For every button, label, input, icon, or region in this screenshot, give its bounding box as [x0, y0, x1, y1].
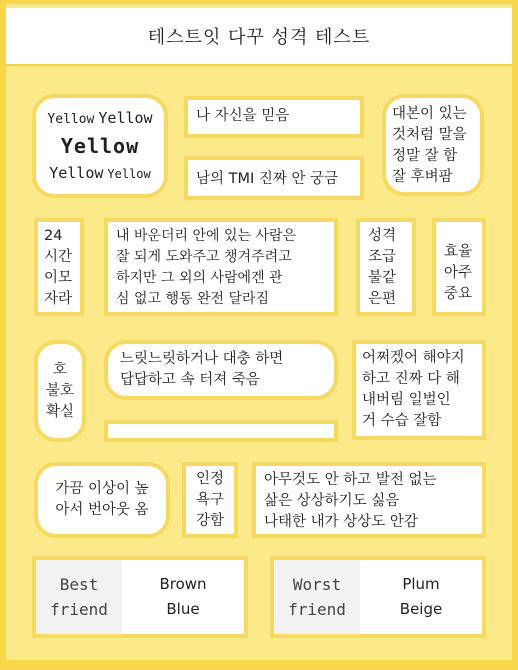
frame-right	[512, 0, 518, 670]
card-line: 대본이 있는	[392, 106, 467, 122]
card-line: 효율	[444, 244, 473, 260]
friend-color: Plum	[402, 575, 440, 593]
card-line: 조급	[368, 249, 397, 265]
card-line: 아주	[444, 265, 473, 281]
card-line: 어쩌겠어 해야지	[362, 350, 465, 366]
card-line: 호	[52, 361, 67, 378]
card-line: 불같	[368, 270, 397, 286]
card-text: 남의 TMI 진짜 안 궁금	[196, 171, 339, 187]
yellow-row-top	[47, 108, 152, 130]
page-title	[6, 8, 512, 66]
card-line: 내버림 일벌인	[362, 392, 451, 408]
card-line: 은편	[368, 291, 397, 307]
card-line: 성격	[368, 228, 397, 244]
friend-color: Beige	[399, 600, 443, 618]
card-text: 나 자신을 믿음	[196, 108, 290, 124]
card-line: 시간	[44, 249, 73, 265]
frame-top	[0, 0, 518, 4]
best-friend-label	[36, 560, 122, 634]
label-line: friend	[288, 600, 346, 619]
card-line: 확실	[45, 403, 74, 420]
card-line: 인정	[195, 470, 224, 487]
card-line: 삶은 상상하기도 싫음	[264, 493, 400, 509]
card-line: 불호	[45, 382, 74, 399]
card-line: 아무것도 안 하고 발전 없는	[264, 472, 437, 488]
card-line: 답답하고 속 터져 죽음	[120, 372, 260, 388]
card-line: 아서 번아웃 옴	[55, 502, 149, 518]
card-believe-self	[184, 96, 364, 138]
card-line: 하고 진짜 다 해	[362, 371, 460, 387]
card-line: 24	[44, 228, 63, 244]
card-line: 정말 잘 함	[392, 148, 458, 164]
best-friend-card	[32, 556, 248, 638]
card-line: 가끔 이상이 높	[55, 481, 149, 497]
card-24-hours	[34, 218, 84, 316]
worst-friend-values	[360, 560, 482, 634]
friend-color: Brown	[159, 575, 207, 593]
yellow-word: Yellow	[47, 111, 95, 127]
yellow-word: Yellow	[98, 108, 153, 127]
card-line: 잘 후벼팜	[392, 169, 453, 185]
card-approval	[182, 462, 238, 538]
yellow-word-large: Yellow	[60, 133, 140, 158]
card-efficiency	[432, 218, 486, 316]
card-line: 심 없고 행동 완전 달라짐	[116, 291, 270, 307]
label-line: Best	[59, 575, 99, 594]
card-tmi	[184, 156, 364, 200]
yellow-word: Yellow	[107, 166, 151, 181]
frame-bottom	[0, 660, 518, 670]
card-line: 자라	[44, 291, 73, 307]
page-title-text: 테스트잇 다꾸 성격 테스트	[147, 27, 371, 48]
card-frustrated	[104, 340, 338, 400]
card-line: 잘 되게 도와주고 챙겨주려고	[116, 249, 292, 265]
card-line: 욕구	[195, 491, 224, 508]
card-line: 느릿느릿하거나 대충 하면	[120, 351, 284, 367]
label-line: Worst	[292, 575, 342, 594]
best-friend-values	[122, 560, 244, 634]
card-imagination	[252, 462, 486, 538]
card-must-do	[352, 340, 486, 440]
card-line: 것처럼 말을	[392, 127, 467, 143]
card-line: 중요	[444, 286, 473, 302]
empty-strip	[104, 420, 338, 442]
label-line: friend	[50, 600, 108, 619]
card-line: 이모	[44, 270, 73, 286]
card-boundary	[104, 218, 338, 316]
card-line: 거 수습 잘함	[362, 413, 442, 429]
card-likes	[34, 340, 86, 442]
card-script	[382, 94, 484, 196]
yellow-color-card	[32, 94, 168, 198]
card-line: 내 바운더리 안에 있는 사람은	[116, 228, 297, 244]
card-impatient	[356, 218, 416, 316]
card-line: 강함	[195, 512, 224, 529]
card-line: 나태한 내가 상상도 안감	[264, 514, 418, 530]
card-line: 하지만 그 외의 사람에겐 관	[116, 270, 283, 286]
yellow-word: Yellow	[49, 163, 104, 182]
friend-color: Blue	[166, 600, 200, 618]
card-standards	[34, 462, 170, 538]
worst-friend-card	[270, 556, 486, 638]
worst-friend-label	[274, 560, 360, 634]
yellow-row-bottom	[49, 163, 151, 185]
frame-left	[0, 0, 6, 670]
